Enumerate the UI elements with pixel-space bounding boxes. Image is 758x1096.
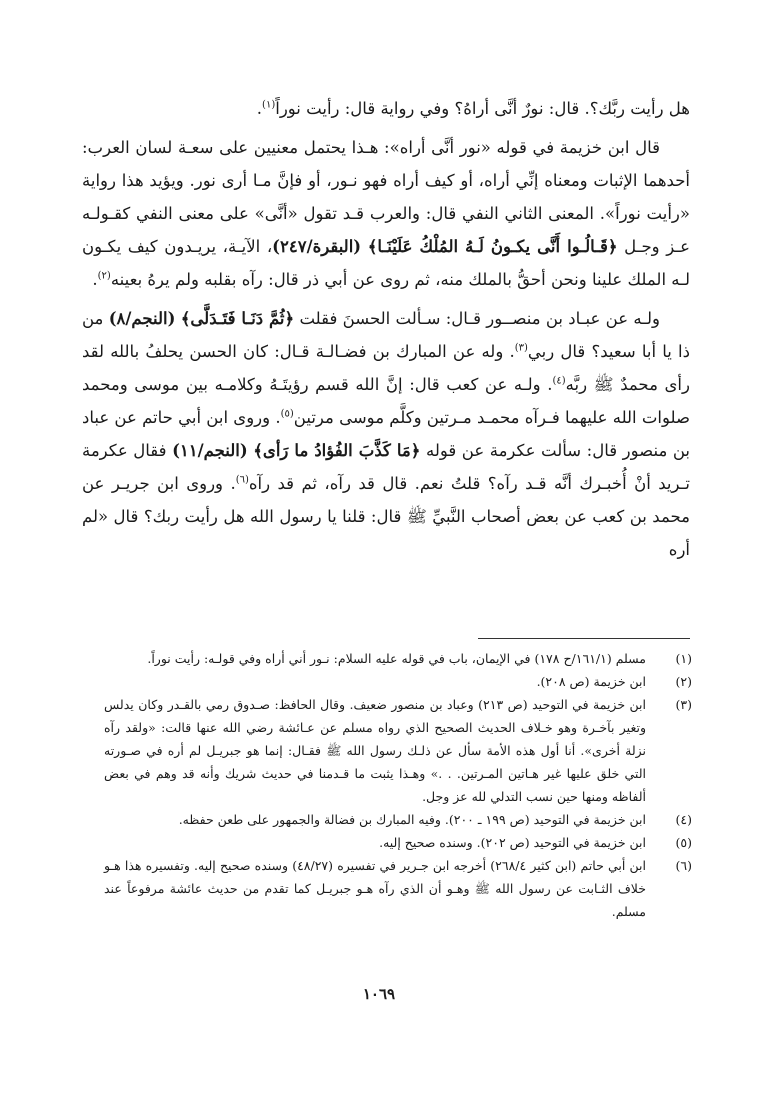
text-run: فقال عكرمة تـريد أنْ أُخبـرك أنَّه قـد رآه؟ قلتُ نعم. قال قد رآه، ثم قد رآه [82, 441, 690, 493]
footnote-marker: (١) [262, 99, 276, 111]
footnotes [104, 647, 692, 923]
footnote-number: (٤) [675, 812, 692, 827]
footnote-2 [104, 670, 692, 693]
footnote-marker: (٣) [514, 342, 528, 354]
text-run: . وروى ابن جريـر عن محمد بن كعب عن بعض أصحاب النَّبيِّ ﷺ قال: قلنا يا رسول الله هل رأيت ربك؟ قال «لم أره [82, 474, 690, 559]
verse-reference: (البقرة/٢٤٧) [272, 237, 362, 256]
footnote-number: (٦) [675, 858, 692, 873]
footnote-6 [104, 854, 692, 923]
footnote-5 [104, 831, 692, 854]
footnote-divider [478, 638, 690, 639]
footnote-4 [104, 808, 692, 831]
quran-verse: ﴿قَـالُـوا أَنَّى يكـونُ لَـهُ المُلْكُ عَلَيْنَـا﴾ [367, 237, 618, 256]
footnote-marker: (٢) [97, 270, 111, 282]
footnote-text: ابن خزيمة في التوحيد (ص ٢٠٢). وسنده صحيح إليه. [379, 835, 646, 850]
paragraph-3 [82, 302, 690, 566]
quran-verse: ﴿مَا كَذَّبَ الفُؤادُ ما رَأى﴾ [253, 441, 421, 460]
quran-verse: ﴿ثُمَّ دَنَـا فَتَـدَلَّى﴾ [180, 309, 295, 328]
footnote-text: مسلم (١٦١/١/ح ١٧٨) في الإيمان، باب في قوله عليه السلام: نـور أني أراه وفي قولـه: رأيت نوراً. [147, 651, 646, 666]
footnote-marker: (٥) [280, 408, 294, 420]
verse-reference: (النجم/٨) [108, 309, 176, 328]
main-text [82, 92, 690, 566]
footnote-text: ابن خزيمة في التوحيد (ص ١٩٩ ـ ٢٠٠). وفيه المبارك بن فضالة والجمهور على طعن حفظه. [178, 812, 646, 827]
paragraph-1 [82, 92, 690, 125]
text-run: ولـه عن عبـاد بن منصــور قـال: سـألت الحسنَ فقلت [299, 309, 661, 328]
text-run: . [256, 99, 263, 118]
footnote-marker: (٤) [552, 375, 566, 387]
verse-reference: (النجم/١١) [172, 441, 248, 460]
text-run: . وروى ابن أبي حاتم عن عباد بن منصور قال: سألت عكرمة عن قوله [81, 408, 690, 460]
text-run: . [92, 270, 98, 289]
footnote-marker: (٦) [235, 474, 249, 486]
footnote-number: (٣) [675, 697, 692, 712]
footnote-number: (١) [675, 651, 692, 666]
footnote-text: ابن أبي حاتم (ابن كثير ٢٦٨/٤) أخرجه ابن جـرير في تفسيره (٤٨/٢٧) وسنده صحيح إليه. وتفسيره هذا هـو خلاف الثـابت عن رسول الله ﷺ وهـو أن الذي رآه هـو جبريـل كما تقدم من حديث عائشة مرفوعاً عند مسلم. [104, 858, 646, 919]
text-run: . ولـه عن كعب قال: إنَّ الله قسم رؤيتَـهُ وكلامـه بين موسى ومحمد صلوات الله عليهما فـرآه محمـد مـرتين وكلَّم موسى مرتين [82, 375, 690, 427]
text-run: هل رأيت ربَّك؟. قال: نورٌ أنَّى أراهُ؟ وفي رواية قال: رأيت نوراً [275, 99, 690, 118]
paragraph-2 [82, 131, 690, 296]
text-run: من ذا يا أبا سعيد؟ قال ربي [82, 309, 690, 361]
footnote-3 [104, 693, 692, 808]
text-run: ، الآيـة، يريـدون كيف يكـون لـه الملك علينا ونحن أحقُّ بالملك منه، ثم روى عن أبي ذر قال: رآه بقلبه ولم يرهُ بعينه [82, 237, 690, 289]
footnote-text: ابن خزيمة (ص ٢٠٨). [536, 674, 646, 689]
text-run: . وله عن المبارك بن فضـالـة قـال: كان الحسن يحلفُ بالله لقد رأى محمدٌ ﷺ ربَّه [82, 342, 690, 394]
page-number: ١٠٦٩ [362, 985, 396, 1003]
footnote-number: (٢) [675, 674, 692, 689]
footnote-number: (٥) [675, 835, 692, 850]
footnote-text: ابن خزيمة في التوحيد (ص ٢١٣) وعباد بن منصور ضعيف. وقال الحافظ: صـدوق رمي بالقـدر وكان يدلس وتغير بآخـرة وهو خـلاف الحديث الصحيح الذي رواه مسلم عن عـائشة رضي الله عنها قالت: «ولقد رآه نزلة أخرى». أنا أول هذه الأمة سأل عن ذلـك رسول الله ﷺ فقـال: إنما هو جبريـل لم أره في صـورته التي خلق عليها غير هـاتين المـرتين. . .» وهـذا يثبت ما قـدمنا في حديث شريك وأنه قد وهم في بعض ألفاظه ومنها حين نسب التدلي لله عز وجل. [104, 697, 647, 804]
footnote-1 [104, 647, 692, 670]
text-run: قال ابن خزيمة في قوله «نور أنَّى أراه»: هـذا يحتمل معنيين على سعـة لسان العرب: أحدهما الإثبات ومعناه إنِّي أراه، أو كيف أراه فهو نـور، أو فإنَّ مـا أرى نور. ويؤيد هذا رواية «رأيت نوراً». المعنى الثاني النفي قال: والعرب قـد تقول «أنَّى» على معنى النفي كقـولـه عـز وجـل [82, 138, 690, 256]
